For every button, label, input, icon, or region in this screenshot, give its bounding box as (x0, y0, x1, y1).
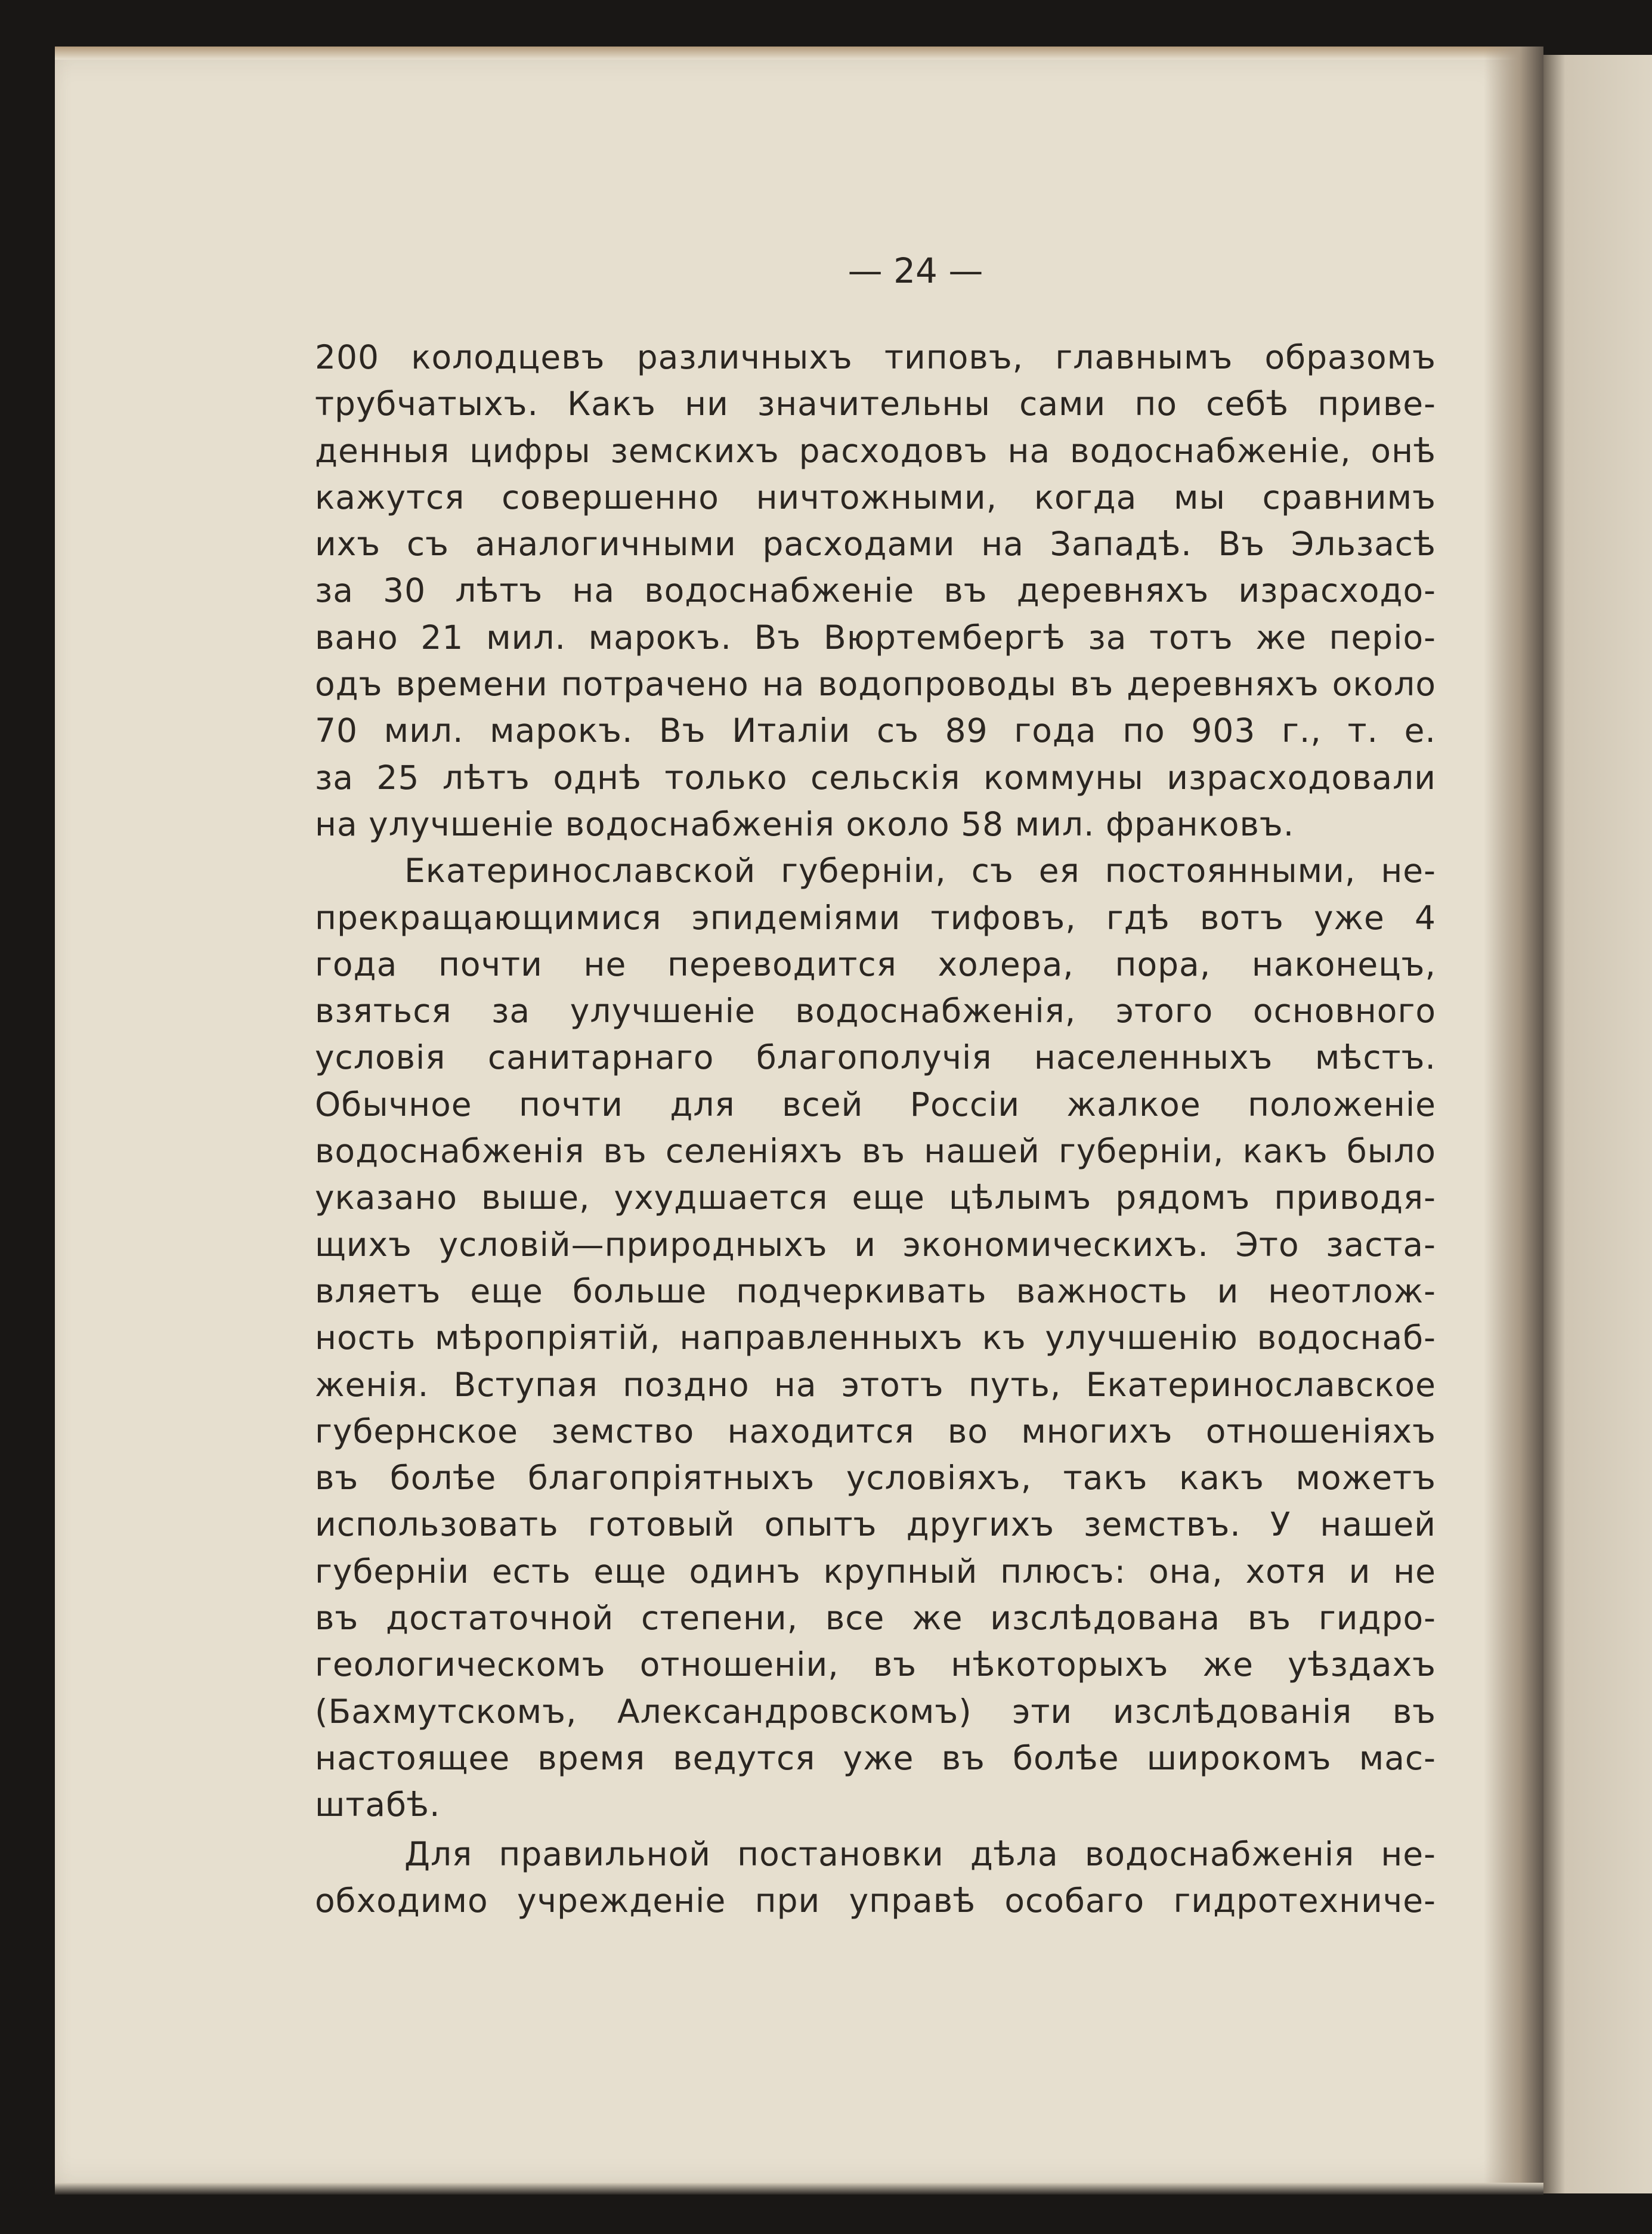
text-line: кажутся совершенно ничтожными, когда мы сравнимъ (315, 478, 1436, 516)
text-line: прекращающимися эпидеміями тифовъ, гдѣ вотъ уже 4 (315, 898, 1436, 937)
text-line: Екатеринославской губерніи, съ ея постоянными, не- (404, 852, 1436, 890)
text-line: женія. Вступая поздно на этотъ путь, Екатеринославское (315, 1365, 1436, 1404)
text-line: Обычное почти для всей Россіи жалкое положеніе (315, 1085, 1436, 1124)
text-line: за 25 лѣтъ однѣ только сельскія коммуны израсходовали (315, 758, 1436, 797)
text-line: взяться за улучшеніе водоснабженія, этого основного (315, 992, 1436, 1031)
text-line: обходимо учрежденіе при управѣ особаго гидротехниче- (315, 1881, 1436, 1920)
facing-page-edge (1543, 55, 1652, 2193)
text-line: губерніи есть еще одинъ крупный плюсъ: она, хотя и не (315, 1552, 1436, 1591)
text-line: водоснабженія въ селеніяхъ въ нашей губерніи, какъ было (315, 1132, 1436, 1171)
text-line: губернское земство находится во многихъ отношеніяхъ (315, 1412, 1436, 1450)
text-line: за 30 лѣтъ на водоснабженіе въ деревняхъ израсходо- (315, 571, 1436, 610)
text-line: одъ времени потрачено на водопроводы въ деревняхъ около (315, 665, 1436, 704)
text-line: (Бахмутскомъ, Александровскомъ) эти изслѣдованія въ (315, 1692, 1436, 1731)
text-line: на улучшеніе водоснабженія около 58 мил. франковъ. (315, 805, 1295, 843)
text-line: вляетъ еще больше подчеркивать важность и неотлож- (315, 1271, 1436, 1310)
text-line: вано 21 мил. марокъ. Въ Вюртембергѣ за тотъ же періо- (315, 618, 1436, 657)
text-line: въ достаточной степени, все же изслѣдована въ гидро- (315, 1599, 1436, 1638)
text-line: 70 мил. марокъ. Въ Италіи съ 89 года по 903 г., т. е. (315, 711, 1436, 750)
text-line: геологическомъ отношеніи, въ нѣкоторыхъ же уѣздахъ (315, 1645, 1436, 1684)
body-text (315, 334, 1436, 1924)
text-line: штабѣ. (315, 1786, 441, 1824)
text-line: трубчатыхъ. Какъ ни значительны сами по себѣ приве- (315, 385, 1436, 423)
page-number: — 24 — (847, 250, 983, 291)
paragraph-1 (315, 334, 1436, 847)
text-line: Для правильной постановки дѣла водоснабженія не- (404, 1834, 1436, 1873)
page-gutter-shadow (1484, 47, 1543, 2193)
text-line: ность мѣропріятій, направленныхъ къ улучшенію водоснаб- (315, 1319, 1436, 1357)
text-line: настоящее время ведутся уже въ болѣе широкомъ мас- (315, 1738, 1436, 1777)
text-line: 200 колодцевъ различныхъ типовъ, главнымъ образомъ (315, 338, 1436, 376)
text-line: года почти не переводится холера, пора, наконецъ, (315, 945, 1436, 983)
text-line: указано выше, ухудшается еще цѣлымъ рядомъ приводя- (315, 1178, 1436, 1217)
text-line: щихъ условій—природныхъ и экономическихъ. Это заста- (315, 1225, 1436, 1264)
text-line: ихъ съ аналогичными расходами на Западѣ. Въ Эльзасѣ (315, 525, 1436, 564)
text-line: въ болѣе благопріятныхъ условіяхъ, такъ какъ можетъ (315, 1459, 1436, 1497)
text-line: условія санитарнаго благополучія населенныхъ мѣстъ. (315, 1038, 1436, 1077)
text-line: денныя цифры земскихъ расходовъ на водоснабженіе, онѣ (315, 431, 1436, 470)
text-line: использовать готовый опытъ другихъ земствъ. У нашей (315, 1505, 1436, 1544)
paragraph-3 (315, 1831, 1436, 1924)
page-bottom-edge (55, 2183, 1543, 2195)
page-top-edge (55, 47, 1543, 60)
paragraph-2 (315, 847, 1436, 1828)
